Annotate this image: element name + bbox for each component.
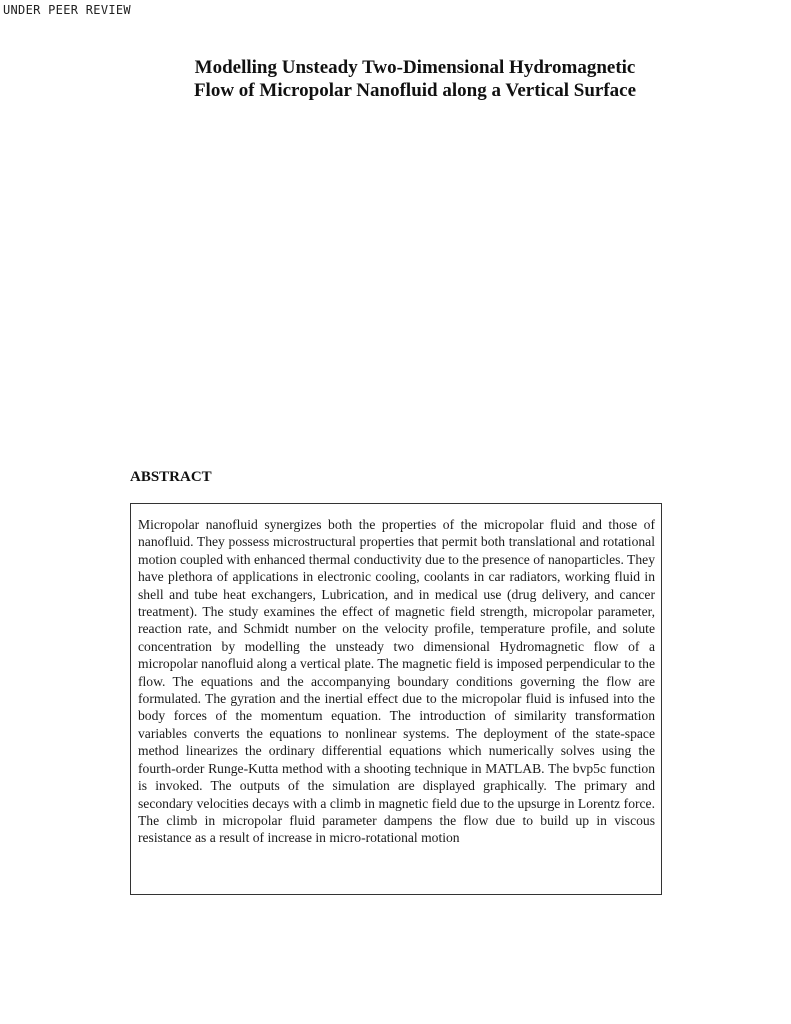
paper-title — [150, 56, 680, 102]
peer-review-banner: UNDER PEER REVIEW — [3, 3, 131, 17]
paper-title-line-1: Modelling Unsteady Two-Dimensional Hydromagnetic — [194, 57, 636, 78]
abstract-heading: ABSTRACT — [130, 469, 212, 485]
paper-title-line-2: Flow of Micropolar Nanofluid along a Vertical Surface — [193, 80, 637, 101]
abstract-box — [130, 503, 662, 895]
abstract-text: Micropolar nanofluid synergizes both the properties of the micropolar fluid and those of nanofluid. They possess microstructural properties that permit both translational and rotational motion coupled with enhanced thermal conductivity due to the presence of nanoparticles. They have plethora of applications in electronic cooling, coolants in car radiators, working fluid in shell and tube heat exchangers, Lubrication, and in medical use (drug delivery, and cancer treatment). The study examines the effect of magnetic field strength, micropolar parameter, reaction rate, and Schmidt number on the velocity profile, temperature profile, and solute concentration by modelling the unsteady two dimensional Hydromagnetic flow of a micropolar nanofluid along a vertical plate. The magnetic field is imposed perpendicular to the flow. The equations and the accompanying boundary conditions governing the flow are formulated. The gyration and the inertial effect due to the micropolar fluid is infused into the body forces of the momentum equation. The introduction of similarity transformation variables converts the equations to nonlinear systems. The deployment of the state-space method linearizes the ordinary differential equations which numerically solves using the fourth-order Runge-Kutta method with a shooting technique in MATLAB. The bvp5c function is invoked. The outputs of the simulation are displayed graphically. The primary and secondary velocities decays with a climb in magnetic field due to the upsurge in Lorentz force. The climb in micropolar fluid parameter dampens the flow due to build up in viscous resistance as a result of increase in micro-rotational motion — [138, 517, 655, 846]
